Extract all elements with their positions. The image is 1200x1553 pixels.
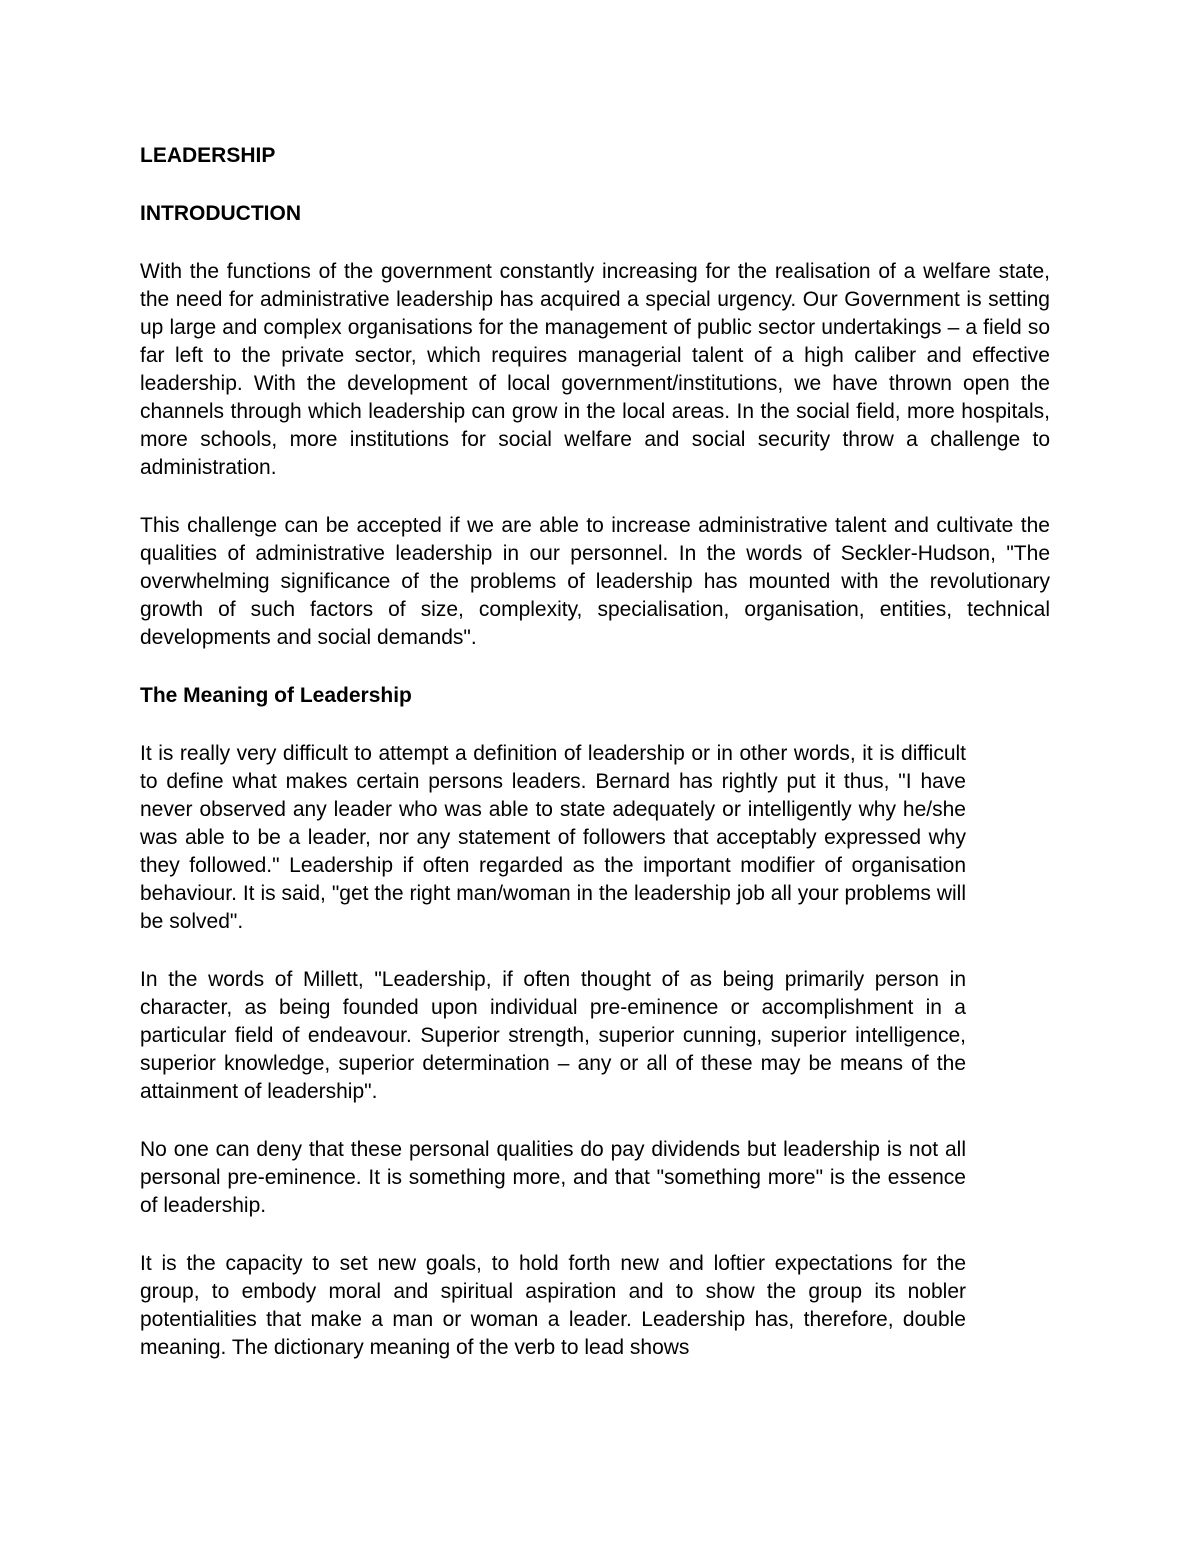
intro-paragraph-2: This challenge can be accepted if we are able to increase administrative talent and cultivate the qualities of administrative leadership in our personnel. In the words of Seckler-Hudson, "The overwhelming significance of the problems of leadership has mounted with the revolutionary growth of such factors of size, complexity, specialisation, organisation, entities, technical developments and social demands". (140, 514, 1050, 649)
meaning-paragraph-1: It is really very difficult to attempt a definition of leadership or in other words, it is difficult to define what makes certain persons leaders. Bernard has rightly put it thus, "I have never observed any leader who was able to state adequately or intelligently why he/she was able to be a leader, nor any statement of followers that acceptably expressed why they followed." Leadership if often regarded as the important modifier of organisation behaviour. It is said, "get the right man/woman in the leadership job all your problems will be solved". (140, 742, 966, 933)
section-heading-meaning: The Meaning of Leadership (140, 684, 412, 707)
meaning-paragraph-3: No one can deny that these personal qualities do pay dividends but leadership is not all personal pre-eminence. It is something more, and that "something more" is the essence of leadership. (140, 1138, 966, 1217)
document-page (140, 142, 1050, 1392)
introduction-heading: INTRODUCTION (140, 202, 301, 225)
intro-paragraph-1: With the functions of the government constantly increasing for the realisation of a welfare state, the need for administrative leadership has acquired a special urgency. Our Government is setting up large and complex organisations for the management of public sector undertakings – a field so far left to the private sector, which requires managerial talent of a high caliber and effective leadership. With the development of local government/institutions, we have thrown open the channels through which leadership can grow in the local areas. In the social field, more hospitals, more schools, more institutions for social welfare and social security throw a challenge to administration. (140, 260, 1050, 479)
meaning-paragraph-2: In the words of Millett, "Leadership, if often thought of as being primarily person in character, as being founded upon individual pre-eminence or accomplishment in a particular field of endeavour. Superior strength, superior cunning, superior intelligence, superior knowledge, superior determination – any or all of these may be means of the attainment of leadership". (140, 968, 966, 1103)
meaning-paragraph-4: It is the capacity to set new goals, to hold forth new and loftier expectations for the group, to embody moral and spiritual aspiration and to show the group its nobler potentialities that make a man or woman a leader. Leadership has, therefore, double meaning. The dictionary meaning of the verb to lead shows (140, 1252, 966, 1359)
document-title: LEADERSHIP (140, 144, 276, 167)
